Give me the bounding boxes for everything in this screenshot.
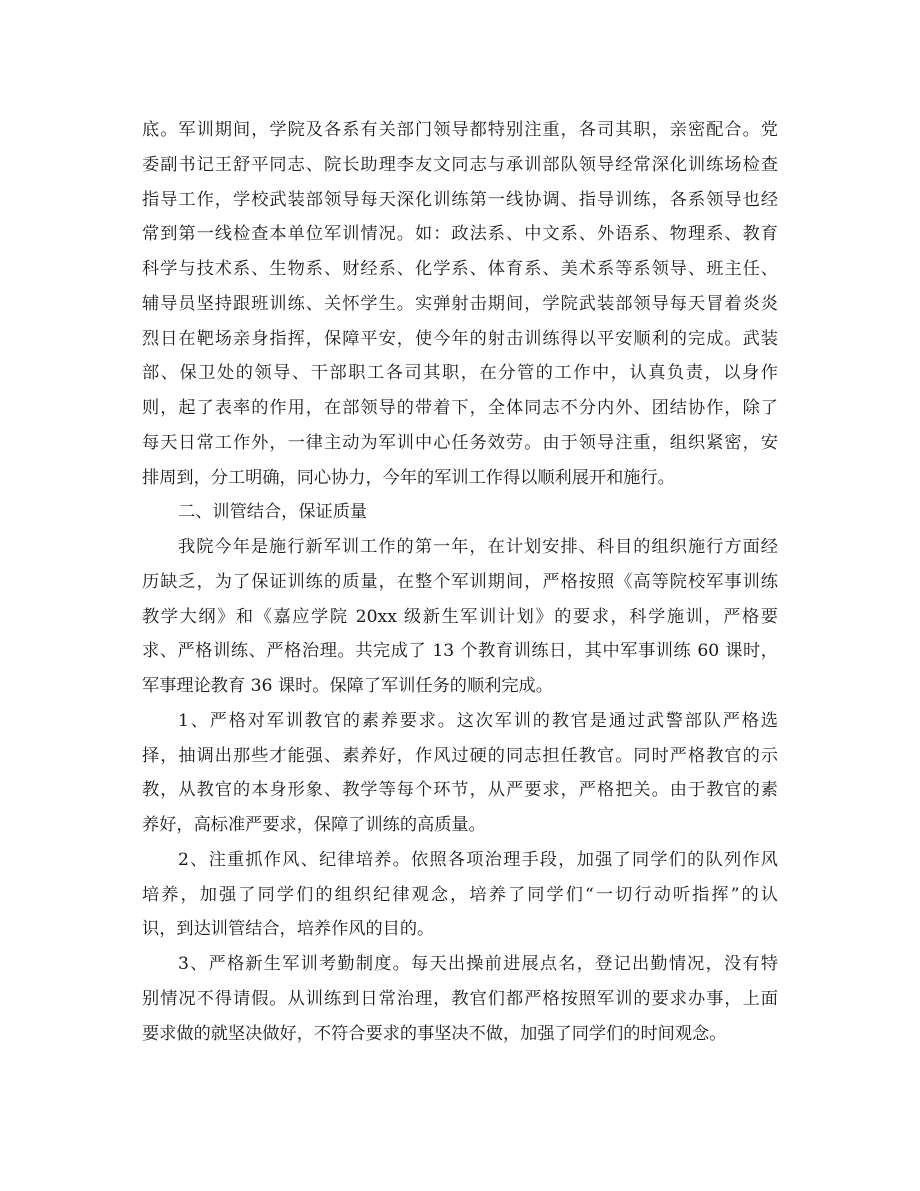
text-line: 则，起了表率的作用，在部领导的带着下，全体同志不分内外、团结协作，除了 <box>142 398 778 418</box>
text-line: 排周到，分工明确，同心协力，今年的军训工作得以顺利展开和施行。 <box>142 467 675 488</box>
text-line: 3、严格新生军训考勤制度。每天出操前进展点名，登记出勤情况，没有特 <box>178 954 778 974</box>
text-line: 指导工作，学校武装部领导每天深化训练第一线协调、指导训练，各系领导也经 <box>142 189 778 210</box>
text-line: 别情况不得请假。从训练到日常治理，教官们都严格按照军训的要求办事，上面 <box>142 988 778 1009</box>
paragraph <box>142 530 778 704</box>
text-line: 辅导员坚持跟班训练、关怀学生。实弹射击期间，学院武装部领导每天冒着炎炎 <box>142 293 778 314</box>
text-line: 每天日常工作外，一律主动为军训中心任务效劳。由于领导注重，组织紧密，安 <box>142 432 778 453</box>
text-line: 军事理论教育 36 课时。保障了军训任务的顺利完成。 <box>142 676 553 696</box>
document-body <box>142 113 778 1051</box>
text-line: 烈日在靶场亲身指挥，保障平安，使今年的射击训练得以平安顺利的完成。武装 <box>142 328 778 349</box>
text-line: 部、保卫处的领导、干部职工各司其职，在分管的工作中，认真负责，以身作 <box>142 363 778 384</box>
heading-text: 二、训管结合，保证质量 <box>178 502 368 523</box>
text-line: 历缺乏，为了保证训练的质量，在整个军训期间，严格按照《高等院校军事训练 <box>142 571 778 592</box>
paragraph <box>142 947 778 1051</box>
text-line: 科学与技术系、生物系、财经系、化学系、体育系、美术系等系领导、班主任、 <box>142 259 778 279</box>
text-line: 要求做的就坚决做好，不符合要求的事坚决不做，加强了同学们的时间观念。 <box>142 1023 727 1044</box>
text-line: 识，到达训管结合，培养作风的目的。 <box>142 919 435 940</box>
paragraph <box>142 704 778 843</box>
text-line: 养好，高标准严要求，保障了训练的高质量。 <box>142 815 486 835</box>
paragraph <box>142 843 778 947</box>
text-line: 教学大纲》和《嘉应学院 20xx 级新生军训计划》的要求，科学施训，严格要 <box>142 606 778 627</box>
text-line: 择，抽调出那些才能强、素养好，作风过硬的同志担任教官。同时严格教官的示 <box>142 745 778 766</box>
text-line: 委副书记王舒平同志、院长助理李友文同志与承训部队领导经常深化训练场检查 <box>142 154 778 175</box>
text-line: 2、注重抓作风、纪律培养。依照各项治理手段，加强了同学们的队列作风 <box>178 849 778 870</box>
text-line: 常到第一线检查本单位军训情况。如：政法系、中文系、外语系、物理系、教育 <box>142 224 778 245</box>
paragraph <box>142 113 778 495</box>
text-line: 我院今年是施行新军训工作的第一年，在计划安排、科目的组织施行方面经 <box>178 537 778 557</box>
text-line: 底。军训期间，学院及各系有关部门领导都特别注重，各司其职，亲密配合。党 <box>142 120 778 140</box>
text-line: 求、严格训练、严格治理。共完成了 13 个教育训练日，其中军事训练 60 课时， <box>142 641 778 662</box>
text-line: 培养，加强了同学们的组织纪律观念，培养了同学们“一切行动听指挥”的认 <box>142 884 778 905</box>
section-heading <box>142 495 778 530</box>
text-line: 教，从教官的本身形象、教学等每个环节，从严要求，严格把关。由于教官的素 <box>142 780 778 801</box>
text-line: 1、严格对军训教官的素养要求。这次军训的教官是通过武警部队严格选 <box>178 710 778 731</box>
